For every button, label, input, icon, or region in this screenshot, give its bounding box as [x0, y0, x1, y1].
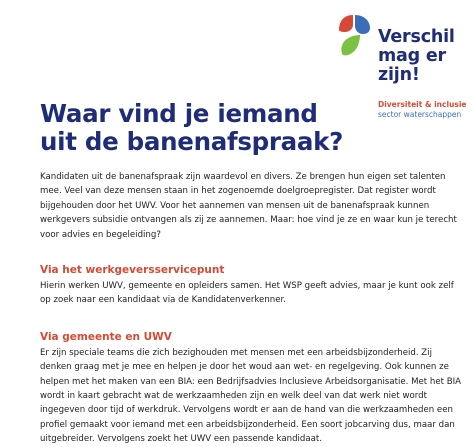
logo-line-3: zijn!: [378, 65, 420, 85]
section-text-gemeente-uwv: Er zijn speciale teams die zich bezighouden met mensen met een arbeidsbijzonderheid. Zij denken graag met je mee en helpen je door het woud aan wet- en regelgeving. Ook kunnen ze helpen met het maken van een BIA: een Bedrijfsadvies Inclusieve Arbeidsorganisatie. Met het BIA wordt in kaart gebracht wat de werkzaamheden zijn en welk deel van dat werk niet wordt ingegeven door tijd of werkdruk. Vervolgens wordt er aan de hand van die werkzaamheden een profiel gemaakt voor iemand met een arbeidsbijzonderheid. Een soort jobcarving dus, maar dan uitgebreider. Vervolgens zoekt het UWV een passende kandidaat.: [40, 347, 462, 445]
logo-wordmark: [378, 28, 455, 85]
page-title: [40, 100, 343, 156]
logo-drops-icon: [337, 13, 371, 57]
article-body: [40, 170, 465, 447]
page-title-line-1: Waar vind je iemand: [40, 99, 318, 128]
section-heading-gemeente-uwv: Via gemeente en UWV: [40, 330, 172, 343]
intro-paragraph: Kandidaten uit de banenafspraak zijn waardevol en divers. Ze brengen hun eigen set talenten mee. Veel van deze mensen staan in het zogenoemde doelgroepregister. Dat register wordt bijgehouden door het UWV. Voor het aannemen van mensen uit de banenafspraak kunnen werkgevers subsidie ontvangen als zij ze aannemen. Maar: hoe vind je ze en waar kun je terecht voor advies en begeleiding?: [40, 172, 457, 240]
logo-tagline-sector: sector waterschappen: [378, 110, 462, 119]
logo-tagline-diversity: Diversiteit & inclusie: [378, 100, 467, 109]
section-heading-werkgeversservicepunt: Via het werkgeversservicepunt: [40, 264, 225, 277]
logo-line-1: Verschil: [378, 27, 455, 47]
logo: [337, 13, 467, 133]
blue-drop-icon: [355, 15, 370, 34]
section-text-werkgeversservicepunt: Hierin werken UWV, gemeente en opleiders samen. Het WSP geeft advies, maar je kunt ook zelf op zoek naar een kandidaat via de Kandidatenverkenner.: [40, 281, 454, 306]
red-drop-icon: [339, 15, 353, 32]
page-title-line-2: uit de banenafspraak?: [40, 127, 344, 156]
logo-line-2: mag er: [378, 46, 446, 66]
green-drop-icon: [341, 35, 360, 55]
